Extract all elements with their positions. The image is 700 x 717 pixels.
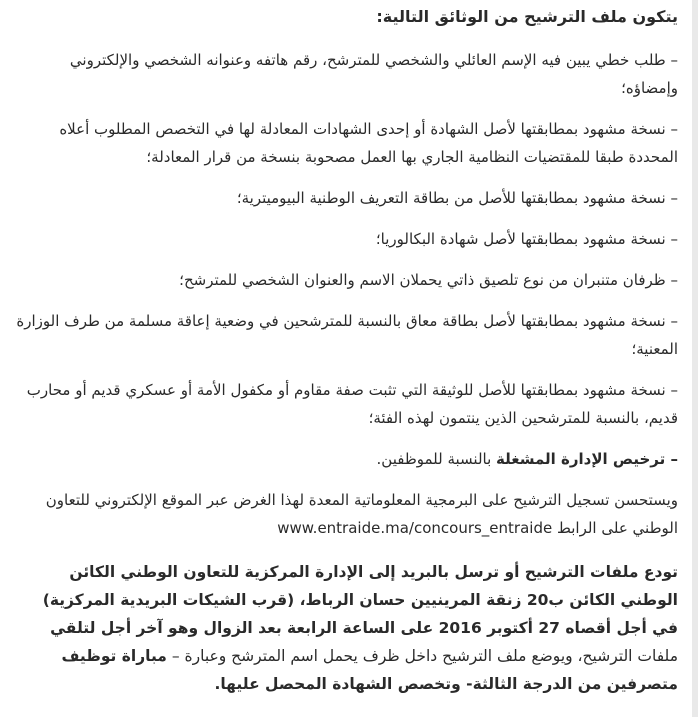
submission-competition-title: مباراة توظيف متصرفين من الدرجة الثالثة- وتخصص الشهادة المحصل عليها. — [61, 647, 678, 693]
online-registration-note — [14, 486, 678, 542]
submission-instructions — [14, 558, 678, 698]
document-item-disability-card-copy: – نسخة مشهود بمطابقتها لأصل بطاقة معاق بالنسبة للمترشحين في وضعية إعاقة مسلمة من طرف الوزارة المعنية؛ — [16, 312, 678, 358]
document-item-stamped-envelopes: – ظرفان متنبران من نوع تلصيق ذاتي يحملان الاسم والعنوان الشخصي للمترشح؛ — [179, 271, 678, 289]
employer-license-note: بالنسبة للموظفين. — [376, 450, 497, 468]
document-item-request-letter: – طلب خطي يبين فيه الإسم العائلي والشخصي للمترشح، رقم هاتفه وعنوانه الشخصي والإلكتروني وإمضاؤه؛ — [69, 51, 678, 97]
registration-link[interactable]: www.entraide.ma/concours_entraide — [277, 519, 553, 537]
employer-license-label: – ترخيص الإدارة المشغلة — [496, 450, 678, 468]
page-edge-rail — [692, 0, 698, 717]
document-item-diploma-copy: – نسخة مشهود بمطابقتها لأصل الشهادة أو إحدى الشهادات المعادلة لها في التخصص المطلوب أعلاه المحددة طبقا للمقتضيات النظامية الجاري بها العمل مصحوبة بنسخة من قرار المعادلة؛ — [59, 120, 678, 166]
document-item-baccalaureate-copy: – نسخة مشهود بمطابقتها لأصل شهادة البكالوريا؛ — [375, 230, 678, 248]
documents-heading: يتكون ملف الترشيح من الوثائق التالية: — [376, 7, 678, 26]
document-item-employer-license — [14, 445, 678, 473]
document-item-veteran-proof: – نسخة مشهود بمطابقتها للأصل للوثيقة التي تثبت صفة مقاوم أو مكفول الأمة أو عسكري قديم أو محارب قديم، بالنسبة للمترشحين الذين ينتمون لهذه الفئة؛ — [26, 381, 678, 427]
document-item-id-card-copy: – نسخة مشهود بمطابقتها للأصل من بطاقة التعريف الوطنية البيوميترية؛ — [236, 189, 678, 207]
submission-envelope-note: ملفات الترشيح، ويوضع ملف الترشيح داخل ظرف يحمل اسم المترشح وعبارة – — [166, 647, 678, 665]
submission-address-deadline: تودع ملفات الترشيح أو ترسل بالبريد إلى الإدارة المركزية للتعاون الوطني الكائن الوطني الكائن ب20 زنقة المرينيين حسان الرباط، (قرب الشيكات البريدية المركزية) في أجل أقصاه 27 أكتوبر 2016 على الساعة الرابعة بعد الزوال وهو آخر أجل لتلقي — [42, 563, 678, 637]
registration-text: ويستحسن تسجيل الترشيح على البرمجية المعلوماتية المعدة لهذا الغرض عبر الموقع الإلكتروني للتعاون الوطني على الرابط — [45, 491, 678, 537]
